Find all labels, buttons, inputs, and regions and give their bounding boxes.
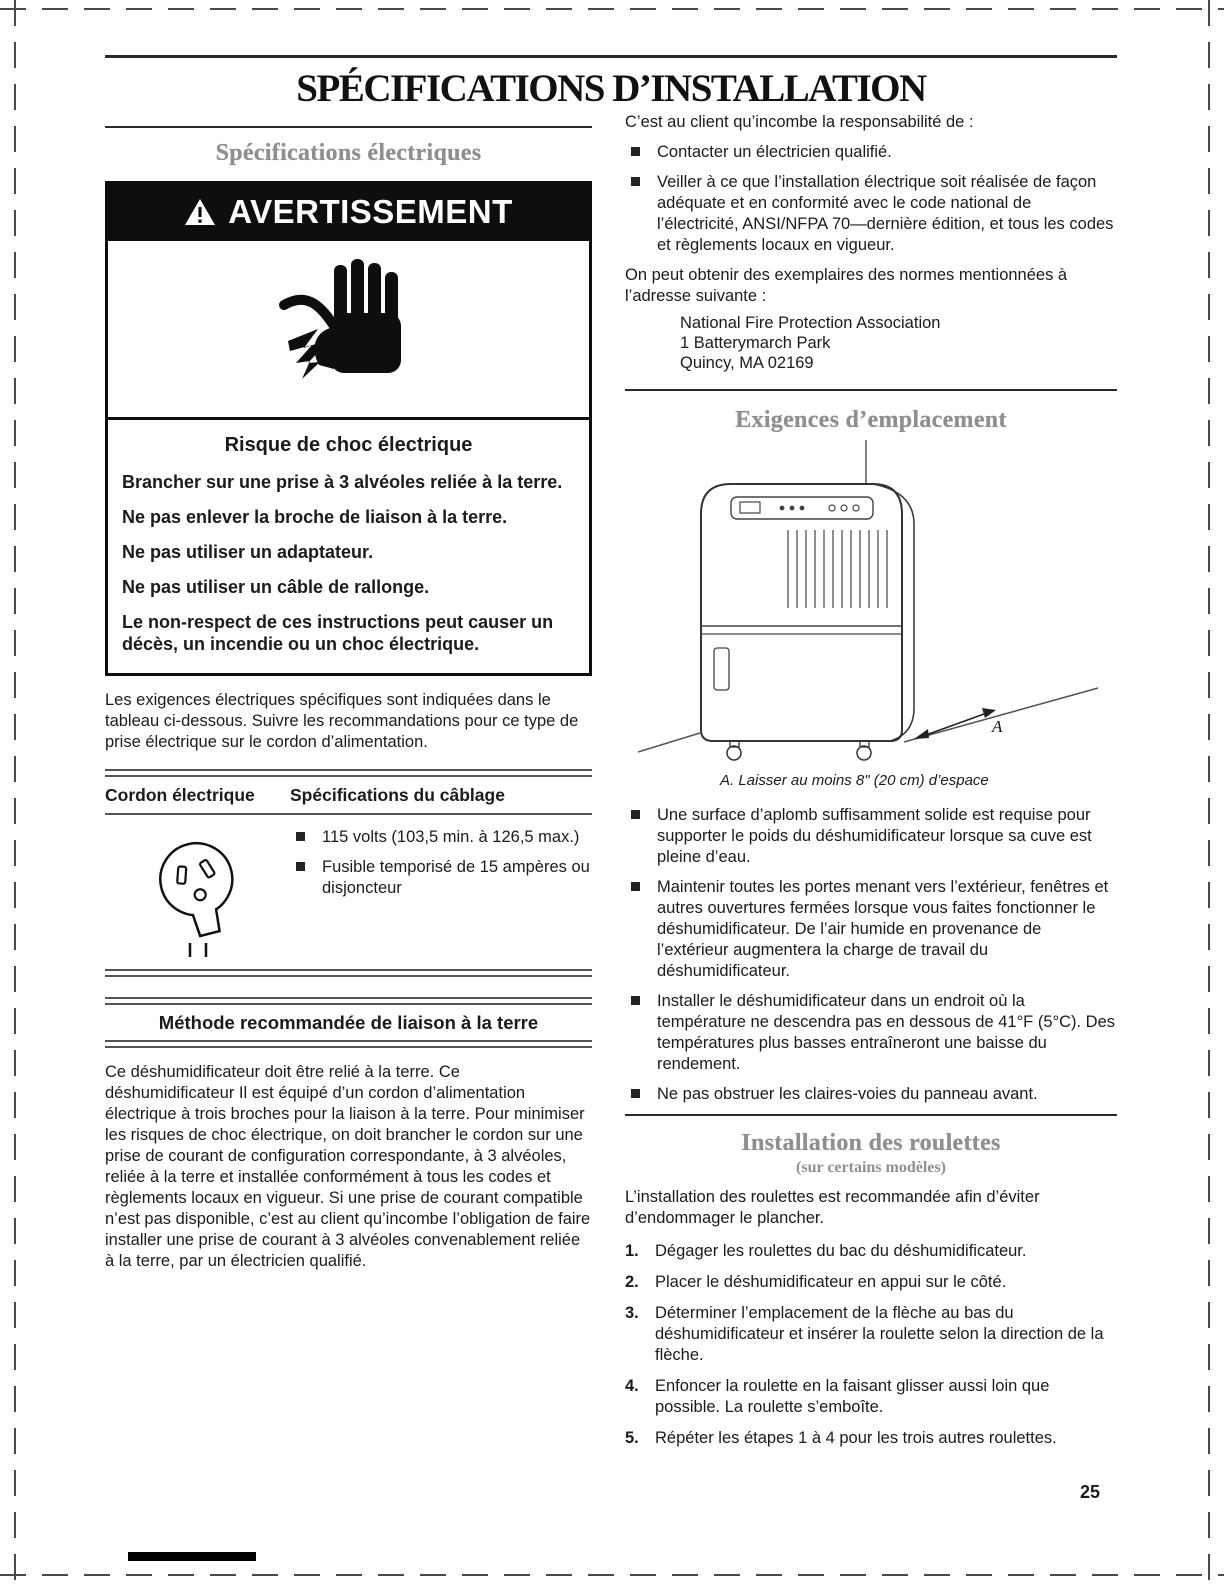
grounding-heading: Méthode recommandée de liaison à la terre xyxy=(158,1012,539,1033)
square-bullet-icon xyxy=(631,147,640,156)
grounding-section xyxy=(105,997,592,1272)
caster-steps-list xyxy=(625,1241,1117,1449)
step-item xyxy=(625,1303,1117,1366)
grounding-top-rule xyxy=(105,997,592,1005)
step-number: 2. xyxy=(625,1273,639,1291)
address-line: Quincy, MA 02169 xyxy=(680,354,814,372)
warning-icon-area xyxy=(108,241,589,417)
page-title: SPÉCIFICATIONS D’INSTALLATION xyxy=(296,67,926,110)
table-top-rule xyxy=(105,769,592,777)
location-bullet xyxy=(625,877,1117,982)
spec-item xyxy=(290,827,592,848)
location-bullet xyxy=(625,1084,1117,1105)
table-header-cord: Cordon électrique xyxy=(105,785,255,805)
grounding-bottom-rule xyxy=(105,1040,592,1048)
step-text: Déterminer l’emplacement de la flèche au bas du déshumidificateur et insérer la roulette selon la direction de la flèche. xyxy=(655,1304,1104,1364)
risk-title: Risque de choc électrique xyxy=(224,434,473,456)
power-plug-icon xyxy=(148,831,248,959)
step-item xyxy=(625,1272,1117,1293)
client-bullet xyxy=(625,172,1117,256)
warning-line: Ne pas enlever la broche de liaison à la terre. xyxy=(122,507,508,527)
bullet-text: Ne pas obstruer les claires-voies du panneau avant. xyxy=(657,1085,1038,1103)
svg-text:A: A xyxy=(992,717,1003,736)
figure-caption: A. Laisser au moins 8" (20 cm) d’espace xyxy=(720,772,989,789)
grounding-paragraph: Ce déshumidificateur doit être relié à la terre. Ce déshumidificateur Il est équipé d’un cordon d’alimentation électrique à trois broches pour la liaison à la terre. Pour minimiser les risques de choc électrique, on doit brancher le cordon sur une prise de courant de configuration correspondante, à 3 alvéoles, reliée à la terre et installée conformément à tous les codes et règlements locaux en vigueur. Si une prise de courant compatible n’est pas disponible, c’est au client qu’incombe l’obligation de faire installer une prise de courant à 3 alvéoles convenablement reliée à la terre, par un électricien qualifié. xyxy=(105,1063,591,1270)
step-text: Dégager les roulettes du bac du déshumidificateur. xyxy=(655,1242,1027,1260)
warning-header xyxy=(108,184,589,241)
plug-cell xyxy=(105,827,290,959)
section-divider xyxy=(625,1114,1117,1116)
square-bullet-icon xyxy=(631,1089,640,1098)
caster-intro-paragraph: L’installation des roulettes est recommandée afin d’éviter d’endommager le plancher. xyxy=(625,1188,1040,1227)
step-number: 5. xyxy=(625,1429,639,1447)
step-item xyxy=(625,1376,1117,1418)
bullet-text: Installer le déshumidificateur dans un endroit où la température ne descendra pas en dessous de 41°F (5°C). Des températures plus basses entraîneront une baisse du rendement. xyxy=(657,992,1116,1073)
cord-spec-table xyxy=(105,769,592,977)
warning-box xyxy=(105,181,592,676)
table-bottom-rule xyxy=(105,969,592,977)
warning-triangle-icon xyxy=(184,198,216,227)
square-bullet-icon xyxy=(296,862,305,871)
dehumidifier-figure xyxy=(625,440,1117,770)
address-block xyxy=(680,313,1117,373)
spec-item xyxy=(290,857,592,899)
caster-installation-heading: Installation des roulettes xyxy=(741,1130,1001,1156)
step-item xyxy=(625,1428,1117,1449)
crop-mark-bottom xyxy=(0,1574,1224,1576)
square-bullet-icon xyxy=(631,810,640,819)
location-requirements-heading: Exigences d’emplacement xyxy=(735,407,1007,433)
crop-mark-right xyxy=(1208,0,1210,1584)
step-text: Placer le déshumidificateur en appui sur le côté. xyxy=(655,1273,1007,1291)
table-body-row xyxy=(105,815,592,969)
bullet-text: Une surface d’aplomb suffisamment solide est requise pour supporter le poids du déshumidificateur lorsque sa cuve est pleine d’eau. xyxy=(657,806,1092,866)
table-header-row xyxy=(105,777,592,813)
location-bullet xyxy=(625,991,1117,1075)
left-column xyxy=(105,140,592,1272)
warning-line: Ne pas utiliser un câble de rallonge. xyxy=(122,577,430,597)
client-bullet xyxy=(625,142,1117,163)
spec-text: Fusible temporisé de 15 ampères ou disjoncteur xyxy=(322,858,590,897)
square-bullet-icon xyxy=(631,177,640,186)
warning-text-area xyxy=(108,417,589,673)
spec-text: 115 volts (103,5 min. à 126,5 max.) xyxy=(322,828,580,846)
bullet-text: Veiller à ce que l’installation électrique soit réalisée de façon adéquate et en conformité avec le code national de l’électricité, ANSI/NFPA 70—dernière édition, et tous les codes et règlements locaux en vigueur. xyxy=(657,173,1114,254)
square-bullet-icon xyxy=(631,996,640,1005)
standards-intro: On peut obtenir des exemplaires des normes mentionnées à l’adresse suivante : xyxy=(625,266,1068,305)
title-underline xyxy=(105,126,592,128)
square-bullet-icon xyxy=(296,832,305,841)
warning-line: Brancher sur une prise à 3 alvéoles reliée à la terre. xyxy=(122,472,563,492)
specs-cell xyxy=(290,827,592,959)
top-rule xyxy=(105,55,1117,58)
warning-line: Le non-respect de ces instructions peut causer un décès, un incendie ou un choc électrique. xyxy=(122,612,554,654)
bullet-text: Maintenir toutes les portes menant vers l’extérieur, fenêtres et autres ouvertures fermées lorsque vous faites fonctionner le déshumidificateur. De l’air humide en provenance de l’extérieur augmentera la charge de travail du déshumidificateur. xyxy=(657,878,1109,980)
crop-mark-top xyxy=(0,8,1224,10)
page-number: 25 xyxy=(1080,1482,1101,1502)
warning-line: Ne pas utiliser un adaptateur. xyxy=(122,542,374,562)
warning-header-label: AVERTISSEMENT xyxy=(228,193,513,230)
step-text: Enfoncer la roulette en la faisant glisser aussi loin que possible. La roulette s’emboîte. xyxy=(655,1377,1050,1416)
step-number: 3. xyxy=(625,1304,639,1322)
step-item xyxy=(625,1241,1117,1262)
registration-bar xyxy=(128,1552,256,1561)
step-text: Répéter les étapes 1 à 4 pour les trois autres roulettes. xyxy=(655,1429,1057,1447)
table-header-specs: Spécifications du câblage xyxy=(290,785,505,805)
location-bullet xyxy=(625,805,1117,868)
crop-mark-left xyxy=(14,0,16,1584)
electrical-specs-heading: Spécifications électriques xyxy=(215,140,482,166)
caster-installation-subheading: (sur certains modèles) xyxy=(796,1159,946,1176)
address-line: National Fire Protection Association xyxy=(680,314,941,332)
step-number: 4. xyxy=(625,1377,639,1395)
address-line: 1 Batterymarch Park xyxy=(680,334,831,352)
client-responsibility-intro: C’est au client qu’incombe la responsabilité de : xyxy=(625,113,974,131)
step-number: 1. xyxy=(625,1242,639,1260)
section-divider xyxy=(625,389,1117,391)
right-column xyxy=(625,112,1117,1459)
bullet-text: Contacter un électricien qualifié. xyxy=(657,143,892,161)
electric-shock-hand-icon xyxy=(274,255,424,405)
square-bullet-icon xyxy=(631,882,640,891)
electrical-intro-paragraph: Les exigences électriques spécifiques sont indiquées dans le tableau ci-dessous. Suivre les recommandations pour ce type de prise électrique sur le cordon d’alimentation. xyxy=(105,691,579,751)
